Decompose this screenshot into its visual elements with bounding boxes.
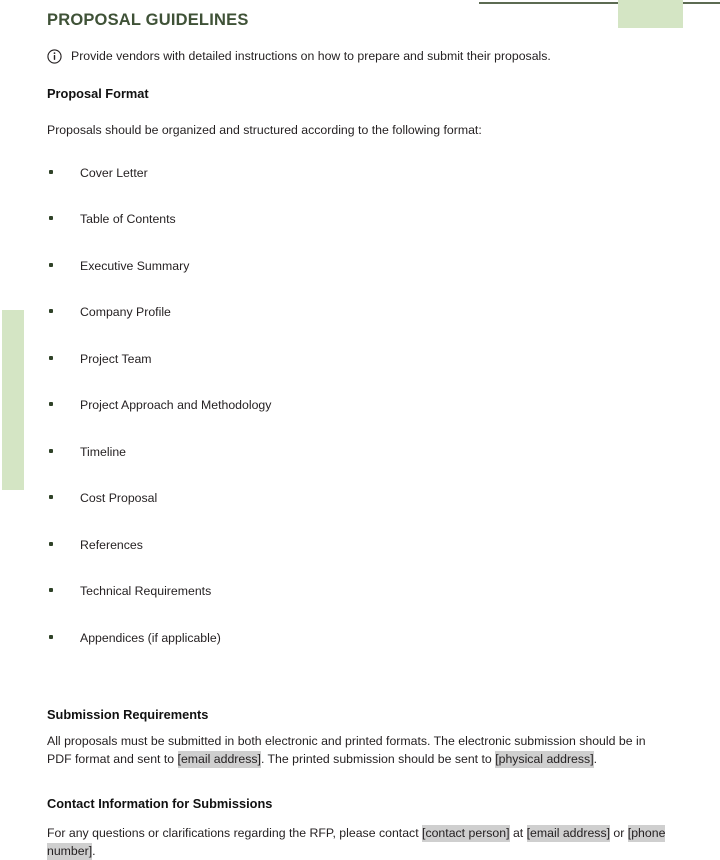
list-item-label: Cover Letter bbox=[80, 165, 148, 180]
bullet-icon bbox=[49, 309, 53, 313]
contact-information-paragraph bbox=[47, 825, 669, 860]
submission-text-part2: . The printed submission should be sent to bbox=[260, 751, 496, 766]
heading-contact-information: Contact Information for Submissions bbox=[47, 796, 273, 811]
list-item-label: References bbox=[80, 537, 143, 552]
info-note-text: Provide vendors with detailed instructions on how to prepare and submit their proposals. bbox=[71, 49, 551, 63]
list-item-label: Technical Requirements bbox=[80, 584, 212, 598]
info-circle-icon bbox=[47, 49, 62, 64]
heading-proposal-format: Proposal Format bbox=[47, 86, 149, 101]
list-item bbox=[47, 304, 672, 351]
contact-text-part3: or bbox=[610, 826, 628, 840]
list-item-label: Appendices (if applicable) bbox=[80, 630, 221, 645]
placeholder-phone-number[interactable]: [phone number] bbox=[47, 826, 666, 858]
bullet-icon bbox=[49, 170, 53, 174]
list-item bbox=[47, 583, 672, 630]
bullet-icon bbox=[49, 495, 53, 499]
list-item-label: Company Profile bbox=[80, 305, 171, 319]
page-title: PROPOSAL GUIDELINES bbox=[47, 11, 249, 29]
placeholder-physical-address[interactable]: [physical address] bbox=[495, 751, 594, 766]
contact-text-part1: For any questions or clarifications regarding the RFP, please contact bbox=[47, 826, 423, 840]
bullet-icon bbox=[49, 402, 53, 406]
placeholder-email-address-submission[interactable]: [email address] bbox=[177, 751, 261, 766]
bullet-icon bbox=[49, 216, 53, 220]
bullet-icon bbox=[49, 263, 53, 267]
bullet-icon bbox=[49, 542, 53, 546]
heading-submission-requirements: Submission Requirements bbox=[47, 707, 209, 722]
bullet-icon bbox=[49, 449, 53, 453]
list-item bbox=[47, 444, 672, 491]
list-item bbox=[47, 258, 672, 305]
proposal-format-intro: Proposals should be organized and structured according to the following format: bbox=[47, 123, 482, 137]
left-green-bar-decoration bbox=[2, 310, 24, 490]
list-item-label: Project Approach and Methodology bbox=[80, 398, 272, 412]
list-item bbox=[47, 490, 672, 537]
list-item-label: Cost Proposal bbox=[80, 491, 158, 505]
contact-text-part4: . bbox=[92, 843, 96, 858]
submission-text-part1: All proposals must be submitted in both electronic and printed formats. The electronic submission should be in PDF format and sent to bbox=[47, 734, 646, 766]
placeholder-contact-person[interactable]: [contact person] bbox=[422, 826, 510, 840]
list-item-label: Table of Contents bbox=[80, 212, 176, 226]
list-item bbox=[47, 397, 672, 444]
list-item bbox=[47, 351, 672, 398]
list-item bbox=[47, 630, 672, 677]
document-content bbox=[47, 8, 672, 860]
bullet-icon bbox=[49, 356, 53, 360]
contact-text-part2: at bbox=[509, 826, 527, 840]
list-item bbox=[47, 165, 672, 212]
list-item bbox=[47, 211, 672, 258]
info-note bbox=[47, 48, 672, 64]
proposal-format-list bbox=[47, 165, 672, 677]
bullet-icon bbox=[49, 588, 53, 592]
bullet-icon bbox=[49, 635, 53, 639]
list-item-label: Project Team bbox=[80, 351, 152, 366]
placeholder-email-address-contact[interactable]: [email address] bbox=[526, 826, 611, 840]
submission-text-part3: . bbox=[593, 751, 598, 766]
list-item bbox=[47, 537, 672, 584]
list-item-label: Timeline bbox=[80, 444, 127, 459]
top-rule-decoration bbox=[479, 2, 720, 4]
list-item-label: Executive Summary bbox=[80, 258, 190, 273]
submission-requirements-paragraph bbox=[47, 733, 669, 768]
